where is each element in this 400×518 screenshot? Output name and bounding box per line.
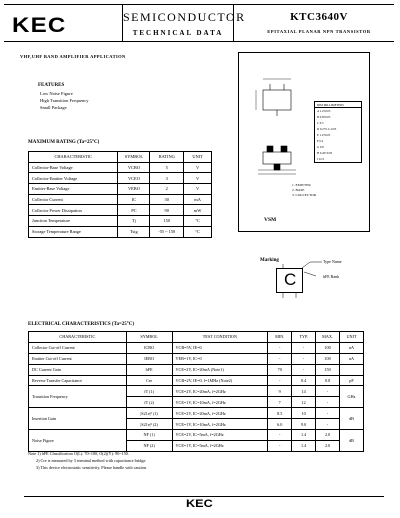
dimension-row: D 0.2+0.1/-0.05 — [317, 127, 337, 131]
cell-symbol: Tj — [118, 216, 150, 227]
pin-label: 2. BASE — [292, 188, 305, 192]
cell-min: - — [268, 440, 292, 451]
cell-characteristic: Noise Figure — [29, 430, 127, 452]
cell-condition: VCE=1V, IC=10mA, f=2GHz — [172, 397, 268, 408]
cell-unit — [340, 364, 364, 375]
cell-max: 2.0 — [316, 430, 340, 441]
table-row — [29, 226, 212, 237]
table-row — [29, 173, 212, 184]
cell-unit: nA — [340, 353, 364, 364]
cell-unit: V — [184, 184, 212, 195]
dimension-row: E 1.2±0.05 — [317, 133, 331, 137]
marking-code: C — [284, 270, 297, 289]
table-row — [29, 184, 212, 195]
header-right-block — [244, 5, 394, 34]
cell-min: 8.5 — [268, 408, 292, 419]
dimension-row: F 0.4 — [317, 139, 324, 143]
cell-unit: GHz — [340, 386, 364, 408]
cell-max: 0.8 — [316, 375, 340, 386]
cell-symbol: |S21e|² (1) — [126, 408, 172, 419]
cell-unit: V — [184, 173, 212, 184]
table-header-row — [29, 332, 364, 343]
cell-characteristic: Reverse Transfer Capacitance — [29, 375, 127, 386]
table-row — [29, 408, 364, 419]
table-row — [29, 342, 364, 353]
column-header: RATING — [150, 152, 184, 163]
cell-symbol: VCBO — [118, 162, 150, 173]
cell-rating: 3 — [150, 173, 184, 184]
header-center-block — [122, 5, 246, 42]
feature-item: High Transition Frequency — [40, 98, 89, 103]
max-rating-table — [28, 151, 212, 238]
cell-symbol: IC — [118, 194, 150, 205]
cell-max: 150 — [316, 364, 340, 375]
pin-label: 3. COLLECTOR — [292, 193, 317, 197]
marking-heading: Marking — [260, 258, 279, 263]
cell-symbol: VEBO — [118, 184, 150, 195]
dimension-row: C 0.5 — [317, 121, 324, 125]
cell-typ: 14 — [292, 386, 316, 397]
cell-max: 100 — [316, 353, 340, 364]
cell-symbol: NF (1) — [126, 430, 172, 441]
footer-kec-logo: KEC — [186, 498, 213, 510]
cell-symbol: IEBO — [126, 353, 172, 364]
cell-typ: 9.0 — [292, 419, 316, 430]
table-row — [29, 162, 212, 173]
cell-unit: mA — [184, 194, 212, 205]
cell-typ: 10 — [292, 408, 316, 419]
cell-unit: mW — [184, 205, 212, 216]
cell-rating: -55 ~ 150 — [150, 226, 184, 237]
cell-condition: VCE=1V, IC=5mA, f=2GHz — [172, 440, 268, 451]
electrical-table — [28, 331, 364, 452]
cell-typ: - — [292, 342, 316, 353]
cell-max: - — [316, 408, 340, 419]
column-header: SYMBOL — [118, 152, 150, 163]
package-name: VSM — [264, 217, 277, 223]
cell-typ: - — [292, 364, 316, 375]
cell-typ: - — [292, 353, 316, 364]
column-header: CHARACTERISTIC — [29, 152, 118, 163]
cell-characteristic: Emitter Cut-off Current — [29, 353, 127, 364]
cell-condition: VCE=2V, IC=20mA (Note1) — [172, 364, 268, 375]
cell-symbol: ICBO — [126, 342, 172, 353]
cell-condition: VCB=5V, IE=0 — [172, 342, 268, 353]
cell-max: 2.0 — [316, 440, 340, 451]
cell-symbol: PC — [118, 205, 150, 216]
dimension-row: H 0.45±0.05 — [317, 151, 333, 155]
cell-rating: 150 — [150, 216, 184, 227]
cell-unit: °C — [184, 216, 212, 227]
footer-rule — [24, 496, 384, 497]
cell-characteristic: Collector Current — [29, 194, 118, 205]
cell-max: - — [316, 386, 340, 397]
column-header: MIN. — [268, 332, 292, 343]
cell-condition: VEB=1V, IC=0 — [172, 353, 268, 364]
dimension-row: J 0.15 — [317, 157, 325, 161]
table-row — [29, 386, 364, 397]
cell-min: - — [268, 342, 292, 353]
cell-condition: VCB=2V, IE=0, f=1MHz (Note2) — [172, 375, 268, 386]
cell-characteristic: Transition Frequency — [29, 386, 127, 408]
cell-characteristic: Collector-Base Voltage — [29, 162, 118, 173]
table-row — [29, 205, 212, 216]
column-header: MAX. — [316, 332, 340, 343]
company-line: SEMICONDUCTOR — [123, 10, 246, 24]
column-header: UNIT — [184, 152, 212, 163]
cell-typ: 12 — [292, 397, 316, 408]
cell-symbol: hFE — [126, 364, 172, 375]
features-heading: FEATURES — [38, 83, 65, 88]
cell-condition: VCE=2V, IC=5mA, f=2GHz — [172, 430, 268, 441]
part-type: EPITAXIAL PLANAR NPN TRANSISTOR — [267, 29, 371, 34]
cell-unit: dB — [340, 408, 364, 430]
table-row — [29, 375, 364, 386]
cell-characteristic: Insertion Gain — [29, 408, 127, 430]
column-header: TYP. — [292, 332, 316, 343]
electrical-title: ELECTRICAL CHARACTERISTICS (Ta=25°C) — [28, 322, 135, 327]
dimension-row: B 0.8±0.05 — [317, 115, 331, 119]
feature-item: Small Package — [40, 105, 67, 110]
cell-typ: 0.4 — [292, 375, 316, 386]
cell-unit: dB — [340, 430, 364, 452]
cell-symbol: |S21e|² (2) — [126, 419, 172, 430]
cell-min: 70 — [268, 364, 292, 375]
cell-characteristic: Junction Temperature — [29, 216, 118, 227]
cell-min: 7 — [268, 397, 292, 408]
cell-symbol: Tstg — [118, 226, 150, 237]
cell-max: - — [316, 397, 340, 408]
cell-symbol: NF (2) — [126, 440, 172, 451]
dimension-row: G 0.8 — [317, 145, 324, 149]
cell-condition: VCE=2V, IC=20mA, f=2GHz — [172, 386, 268, 397]
cell-min: - — [268, 375, 292, 386]
table-row — [29, 353, 364, 364]
cell-rating: 5 — [150, 162, 184, 173]
feature-item: Low Noise Figure — [40, 91, 73, 96]
kec-logo: KEC — [12, 14, 67, 37]
cell-unit: V — [184, 162, 212, 173]
dimension-table — [314, 101, 362, 163]
cell-characteristic: Emitter-Base Voltage — [29, 184, 118, 195]
table-row — [29, 216, 212, 227]
table-row — [29, 364, 364, 375]
part-number: KTC3640V — [290, 11, 348, 23]
doc-type-line: TECHNICAL DATA — [132, 29, 224, 37]
cell-condition: VCE=1V, IC=10mA, f=2GHz — [172, 419, 268, 430]
max-rating-title: MAXIMUM RATING (Ta=25°C) — [28, 140, 100, 145]
cell-min: 9 — [268, 386, 292, 397]
dimension-row: A 1.2±0.05 — [317, 109, 331, 113]
cell-unit: pF — [340, 375, 364, 386]
cell-rating: 2 — [150, 184, 184, 195]
dimension-header: DIM MILLIMETERS — [315, 102, 361, 108]
cell-typ: 1.4 — [292, 430, 316, 441]
cell-symbol: Cre — [126, 375, 172, 386]
cell-unit: °C — [184, 226, 212, 237]
cell-symbol: fT (1) — [126, 386, 172, 397]
cell-rating: 30 — [150, 194, 184, 205]
cell-characteristic: DC Current Gain — [29, 364, 127, 375]
pin-label: 1. EMITTER — [292, 183, 311, 187]
cell-min: 6.0 — [268, 419, 292, 430]
note-line: 2) Cre is measured by 3 terminal method with capacitance bridge. — [36, 458, 147, 463]
column-header: UNIT — [340, 332, 364, 343]
cell-min: - — [268, 430, 292, 441]
cell-min: - — [268, 353, 292, 364]
column-header: TEST CONDITION — [172, 332, 268, 343]
cell-unit: nA — [340, 342, 364, 353]
type-name-label: Type Name — [323, 259, 342, 264]
cell-max: - — [316, 419, 340, 430]
note-line: Note 1) hFE Classification O(L): 70~100, O(2)(Y): 90~150. — [28, 451, 129, 456]
cell-characteristic: Collector Cut-off Current — [29, 342, 127, 353]
cell-characteristic: Collector-Emitter Voltage — [29, 173, 118, 184]
cell-rating: 90 — [150, 205, 184, 216]
table-header-row — [29, 152, 212, 163]
note-line: 3) This device electrostatic sensitivity. Please handle with caution. — [36, 465, 148, 470]
hfe-rank-label: hFE Rank — [323, 274, 340, 279]
cell-max: 100 — [316, 342, 340, 353]
document-header — [4, 4, 394, 42]
table-row — [29, 430, 364, 441]
cell-characteristic: Collector Power Dissipation — [29, 205, 118, 216]
column-header: CHARACTERISTIC — [29, 332, 127, 343]
application-title: VHF,UHF BAND AMPLIFIER APPLICATION — [20, 54, 126, 59]
cell-characteristic: Storage Temperature Range — [29, 226, 118, 237]
cell-symbol: VCEO — [118, 173, 150, 184]
cell-typ: 1.4 — [292, 440, 316, 451]
cell-condition: VCE=2V, IC=20mA, f=2GHz — [172, 408, 268, 419]
table-row — [29, 194, 212, 205]
column-header: SYMBOL — [126, 332, 172, 343]
cell-symbol: fT (2) — [126, 397, 172, 408]
